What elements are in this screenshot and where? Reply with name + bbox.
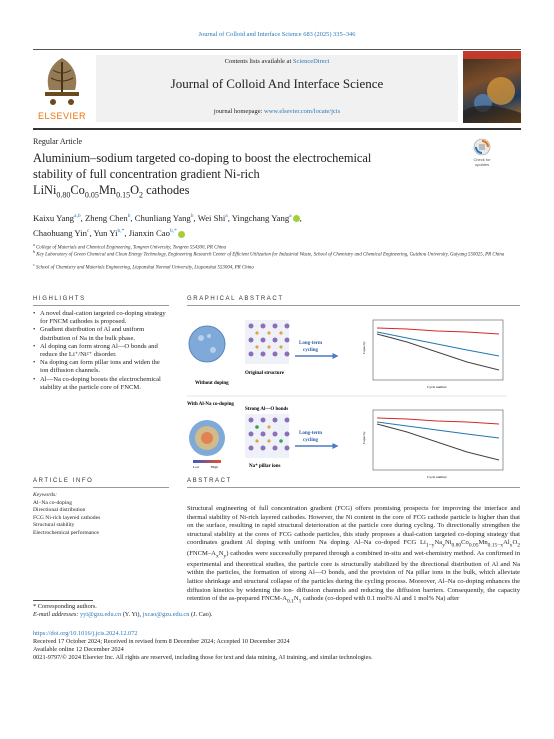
keywords-label: Keywords: — [33, 492, 58, 498]
journal-citation[interactable]: Journal of Colloid and Interface Science 683 (2025) 335–346 — [198, 31, 356, 38]
article-type: Regular Article — [33, 137, 83, 146]
lattice-doped-icon — [245, 414, 290, 458]
doi-link[interactable]: https://doi.org/10.1016/j.jcis.2024.12.072 — [33, 630, 138, 637]
highlights-heading: HIGHLIGHTS — [33, 296, 86, 302]
keyword-item: Electrochemical performance — [33, 529, 99, 536]
check-updates-label: Check for updates — [473, 157, 491, 167]
article-info-rule — [33, 487, 169, 488]
homepage-link[interactable]: www.elsevier.com/locate/jcis — [264, 108, 341, 115]
contents-prefix: Contents lists available at — [224, 58, 293, 65]
homepage-prefix: journal homepage: — [213, 108, 265, 115]
author-name[interactable]: Chunliang Yang — [134, 212, 191, 223]
graphical-abstract-heading: GRAPHICAL ABSTRACT — [187, 296, 284, 302]
highlight-item: • Al doping can form strong Al—O bonds and reduce the Li⁺/Ni²⁺ disorder. — [40, 343, 169, 359]
author-name[interactable]: Chaohuang Yin — [33, 228, 87, 239]
journal-homepage-line — [96, 108, 458, 115]
highlight-item: • Al—Na co-doping boosts the electrochemical stability at the particle core of FNCM. — [40, 376, 169, 392]
long-term-label-2: Long-term — [299, 431, 323, 436]
sciencedirect-link[interactable]: ScienceDirect — [292, 58, 330, 65]
article-title — [33, 150, 453, 203]
graphical-abstract-rule — [187, 305, 520, 306]
author-name[interactable]: Jianxin Cao — [128, 228, 171, 239]
author-name[interactable]: Kaixu Yang — [33, 212, 75, 223]
affiliation-a: $^a$ College of Materials and Chemical Engineering, Tongren University, Tongren 554300, PR China — [33, 242, 227, 251]
cycling-label-1: cycling — [303, 348, 318, 353]
keywords-list — [33, 492, 169, 538]
author-list — [33, 210, 453, 241]
plot-ylabel-bottom: Capacity — [362, 431, 366, 444]
header-top-rule — [33, 49, 521, 50]
na-pillar-label: Na⁺ pillar ions — [249, 464, 281, 469]
copyright-notice: 0021-9797/© 2024 Elsevier Inc. All rights are reserved, including those for text and data mining, AI training, and similar technologies. — [33, 654, 373, 661]
author-name[interactable]: Wei Shi — [197, 212, 226, 223]
scale-low-label: Low — [193, 465, 200, 469]
orcid-icon[interactable] — [178, 231, 185, 238]
header-bottom-rule — [33, 128, 521, 130]
with-co-doping-label: With Al-Na co-doping — [187, 402, 234, 407]
keyword-item: Structural stability — [33, 522, 75, 529]
email-link-1[interactable]: yyi@gzu.edu.cn — [80, 611, 122, 618]
highlight-item: • A novel dual-cation targeted co-doping strategy for FNCM cathodes is proposed. — [40, 310, 169, 326]
plot-ylabel-top: Capacity — [362, 341, 366, 354]
journal-name: Journal of Colloid And Interface Science — [170, 76, 384, 91]
scale-high-label: High — [211, 465, 218, 469]
received-dates: Received 17 October 2024; Received in revised form 8 December 2024; Accepted 10 December 2024 — [33, 638, 290, 645]
without-doping-label: Without doping — [195, 381, 229, 386]
affiliation-c: $^c$ School of Chemistry and Materials Engineering, Liupanshui Normal University, Liupanshui 553004, PR China — [33, 262, 254, 271]
affiliation-b: $^b$ Key Laboratory of Green Chemical and Clean Energy Technology, Engineering Research Center of Efficient Utilization for Industrial Waste, School of Chemistry and Chemical Engineering, Guizhou University, Guiyang 550025, PR China — [33, 249, 505, 258]
keyword-item: FCG Ni-rich layered cathodes — [33, 514, 101, 521]
title-line-2: stability of full concentration gradient Ni-rich — [33, 167, 260, 181]
journal-cover-image[interactable] — [463, 51, 521, 123]
title-line-1: Aluminium–sodium targeted co-doping to boost the electrochemical — [33, 151, 372, 165]
check-updates-icon — [473, 138, 491, 156]
keyword-item: Al–Na co-doping — [33, 499, 72, 506]
footnote-rule — [33, 600, 93, 601]
strong-al-o-label: Strong Al—O bonds — [245, 407, 289, 412]
email-link-2[interactable]: jxcao@gzu.edu.cn — [142, 611, 190, 618]
orcid-icon[interactable] — [293, 215, 300, 222]
highlight-item: • Na doping can form pillar ions and widen the ion diffusion channels. — [40, 359, 169, 375]
cycling-plot-top — [362, 320, 503, 389]
original-structure-label: Original structure — [245, 371, 284, 376]
title-line-3: $LiNi_{0.80}Co_{0.05}Mn_{0.15}O_2$ cathodes — [33, 183, 190, 200]
keyword-item: Directional distribution — [33, 507, 86, 514]
contents-available-line — [96, 58, 458, 65]
doi-link-line — [33, 630, 513, 638]
highlight-item: • Gradient distribution of Al and uniform distribution of Na in the bulk phase. — [40, 326, 169, 342]
author-name[interactable]: Zheng Chen — [84, 212, 128, 223]
lattice-original-icon — [245, 320, 290, 364]
abstract-text: Structural engineering of full concentration gradient (FCG) offers promising prospects for improving the interface and thermal stability of Ni-rich layered cathodes. However, the Ni content in the core of FCG cathode particle is higher than that on the surface, resulting in rapid structural deterioration at the particle core during cycling. To directionally strengthen the structural stability at the cores of FCG cathode particles, this study proposes a dual-cation targeted co-doping strategy that coordinates gradient Al doping with uniform Na doping. Al–Na co-doped FCG $Li_{1-y}Na_yNi_{0.80}Co_{0.05}Mn_{0.15-x}Al_xO_2$ $(FNCM-A_xN_y)$ cathodes were successfully prepared through a combined in-situ and wet-chemistry method. As confirmed in experimental and theoretical studies, the particle core is structurally stabilized by the directional distribution of Al and Na within the particles, the formation of strong Al—O bonds, and the provision of Na pillar ions in the bulk, which alleviate lattice shrinkage and structural collapse of the particles during the cycling process. Moreover, Al–Na co-doping enhances the diffusion kinetics by widening the ion- diffusion channels and reducing the diffusion barriers. Consequently, the capacity retention of the as-prepared FNCM-$A_{0.1}N_1$ cathode (co-doped with 0.1 mol% Al and 1 mol% Na) after — [187, 505, 520, 605]
authors-line-2: Chaohuang Yin$^c$, Yun $Yi^{b,*}$, Jianxin Cao$^{b,*}$ — [33, 225, 453, 240]
highlights-rule — [33, 305, 169, 306]
long-term-label-1: Long-term — [299, 341, 323, 346]
article-info-heading: ARTICLE INFO — [33, 478, 94, 484]
graphical-abstract-figure[interactable] — [187, 310, 507, 480]
abstract-rule — [187, 487, 520, 488]
highlights-list — [33, 310, 169, 392]
check-for-updates-badge[interactable] — [468, 138, 496, 167]
authors-line-1: Kaixu Yang$^{a,b}$, Zheng Chen$^b$, Chunliang Yang$^b$, Wei Shi$^a$, Yingchang Yang$^a$ , — [33, 212, 302, 223]
plot-xlabel-top: Cycle number — [427, 385, 447, 389]
cycling-label-2: cycling — [303, 438, 318, 443]
author-name[interactable]: Yingchang Yang — [231, 212, 290, 223]
email-line: E-mail addresses: yyi@gzu.edu.cn (Y. Yi), jxcao@gzu.edu.cn (J. Cao). — [33, 611, 213, 618]
publisher-wordmark: ELSEVIER — [37, 111, 87, 121]
cycling-plot-bottom — [362, 410, 503, 479]
abstract-heading: ABSTRACT — [187, 478, 232, 484]
corresponding-note: * Corresponding authors. — [33, 603, 97, 610]
available-online: Available online 12 December 2024 — [33, 646, 124, 653]
plot-xlabel-bottom: Cycle number — [427, 475, 447, 479]
author-name[interactable]: Yun Yi — [93, 228, 118, 239]
